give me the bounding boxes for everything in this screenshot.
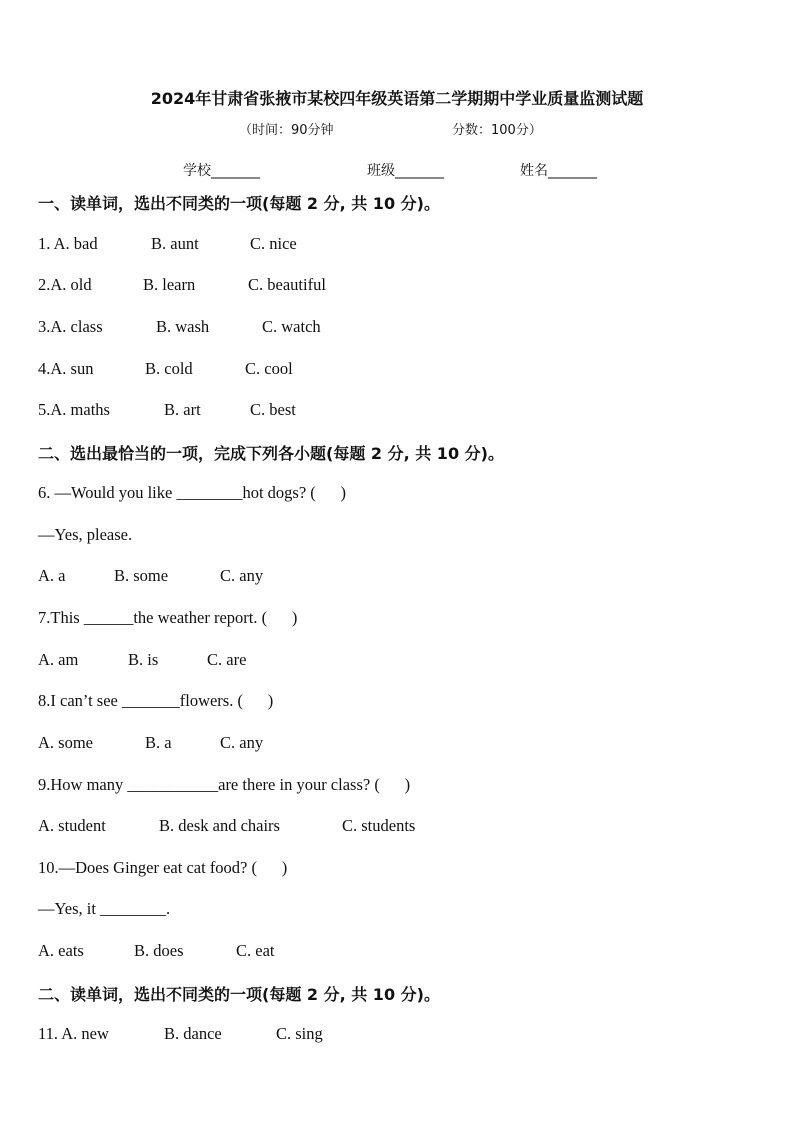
question-10-option-c: C. eat <box>236 941 275 960</box>
question-7-option-b: B. is <box>128 650 159 669</box>
school-field: 学校_______ <box>183 163 260 179</box>
question-5-option-c: C. best <box>250 400 296 419</box>
question-8-text: 8.I can’t see _______flowers. ( ) <box>38 691 274 710</box>
name-field: 姓名_______ <box>520 163 597 179</box>
question-3-option-a: 3.A. class <box>38 317 103 336</box>
question-6-option-b: B. some <box>114 566 169 585</box>
question-3-option-b: B. wash <box>156 317 210 336</box>
question-5-option-a: 5.A. maths <box>38 400 110 419</box>
question-10-text: 10.—Does Ginger eat cat food? ( ) <box>38 858 288 877</box>
question-10-option-a: A. eats <box>38 941 84 960</box>
question-6-text: 6. —Would you like ________hot dogs? ( ) <box>38 483 347 502</box>
question-4-option-b: B. cold <box>145 359 193 378</box>
question-2-option-b: B. learn <box>143 275 196 294</box>
question-6-option-c: C. any <box>220 566 264 585</box>
page-title: 2024年甘肃省张掖市某校四年级英语第二学期期中学业质量监测试题 <box>150 89 644 108</box>
question-7-option-a: A. am <box>38 650 79 669</box>
question-8-option-a: A. some <box>38 733 93 752</box>
question-2-option-c: C. beautiful <box>248 275 326 294</box>
question-9-text: 9.How many ___________are there in your class? ( ) <box>38 775 411 794</box>
question-9-option-b: B. desk and chairs <box>159 816 280 835</box>
question-9-option-a: A. student <box>38 816 106 835</box>
question-4-option-a: 4.A. sun <box>38 359 94 378</box>
question-6-option-a: A. a <box>38 566 66 585</box>
question-4-option-c: C. cool <box>245 359 293 378</box>
question-9-option-c: C. students <box>342 816 416 835</box>
question-7-option-c: C. are <box>207 650 247 669</box>
question-1-option-c: C. nice <box>250 234 297 253</box>
section-heading-3: 二、读单词，选出不同类的一项(每题 2 分, 共 10 分)。 <box>38 985 440 1004</box>
exam-score: 分数：100分） <box>452 123 542 138</box>
question-11-option-c: C. sing <box>276 1024 323 1043</box>
question-11-option-a: 11. A. new <box>38 1024 109 1043</box>
question-6-reply: —Yes, please. <box>38 525 133 544</box>
class-field: 班级_______ <box>367 163 444 179</box>
question-2-option-a: 2.A. old <box>38 275 92 294</box>
exam-time: （时间：90分钟 <box>239 123 334 138</box>
question-11-option-b: B. dance <box>164 1024 222 1043</box>
section-heading-2: 二、选出最恰当的一项，完成下列各小题(每题 2 分, 共 10 分)。 <box>38 444 504 463</box>
question-3-option-c: C. watch <box>262 317 321 336</box>
question-5-option-b: B. art <box>164 400 201 419</box>
question-8-option-b: B. a <box>145 733 172 752</box>
question-8-option-c: C. any <box>220 733 264 752</box>
question-7-text: 7.This ______the weather report. ( ) <box>38 608 298 627</box>
question-1-option-a: 1. A. bad <box>38 234 98 253</box>
question-10-option-b: B. does <box>134 941 184 960</box>
section-heading-1: 一、读单词，选出不同类的一项(每题 2 分, 共 10 分)。 <box>38 194 440 213</box>
question-1-option-b: B. aunt <box>151 234 199 253</box>
question-10-reply: —Yes, it ________. <box>38 899 171 918</box>
